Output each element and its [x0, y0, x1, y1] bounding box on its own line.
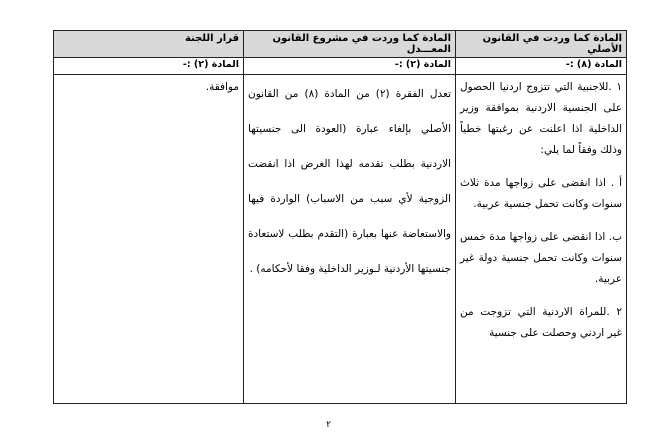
original-paragraph-1: ١ .للاجنبية التي تتزوج اردنيا الحصول على الجنسية الاردنية بموافقة وزير الداخلية اذا اعلنت عن رغبتها خطياً وذلك وفقاً لما يلي:	[460, 81, 622, 156]
header-row	[54, 31, 627, 58]
header-original-article: المادة كما وردت في القانون الأصلي	[456, 31, 627, 58]
amended-paragraph: تعدل الفقرة (٢) من المادة (٨) من القانون الأصلي بإلغاء عبارة (العودة الى جنسيتها الاردنية بطلب تقدمه لهذا الغرض اذا انقضت الزوجية لأي سبب من الاسباب) الواردة فيها والاستعاضة عنها بعبارة (التقدم بطلب لاستعادة جنسيتها الأردنية لـوزير الداخلية وفقا لأحكامه) .	[248, 88, 451, 275]
article-text-row	[54, 75, 627, 404]
amendment-comparison-table	[53, 30, 627, 404]
original-article-text	[456, 75, 627, 404]
original-paragraph-3: ب. اذا انقضى على زواجها مدة خمس سنوات وكانت تحمل جنسية دولة غير عربية.	[460, 231, 622, 285]
amended-article-number: المادة (٢) :-	[244, 58, 456, 75]
original-paragraph-2: أ . اذا انقضى على زواجها مدة ثلاث سنوات وكانت تحمل جنسية عربية.	[460, 177, 622, 210]
article-number-row	[54, 58, 627, 75]
amended-article-text	[244, 75, 456, 404]
decision-article-number: المادة (٢) :-	[54, 58, 244, 75]
page-number: ٢	[326, 420, 331, 430]
header-amended-article: المادة كما وردت في مشروع القانون المعـــدل	[244, 31, 456, 58]
committee-decision-text	[54, 75, 244, 404]
original-article-number: المادة (٨) :-	[456, 58, 627, 75]
decision-paragraph: موافقة.	[205, 81, 239, 93]
header-committee-decision: قرار اللجنة	[54, 31, 244, 58]
original-paragraph-4: ٢ .للمراة الاردنية التي تزوجت من غير اردني وحصلت على جنسية	[460, 306, 622, 339]
